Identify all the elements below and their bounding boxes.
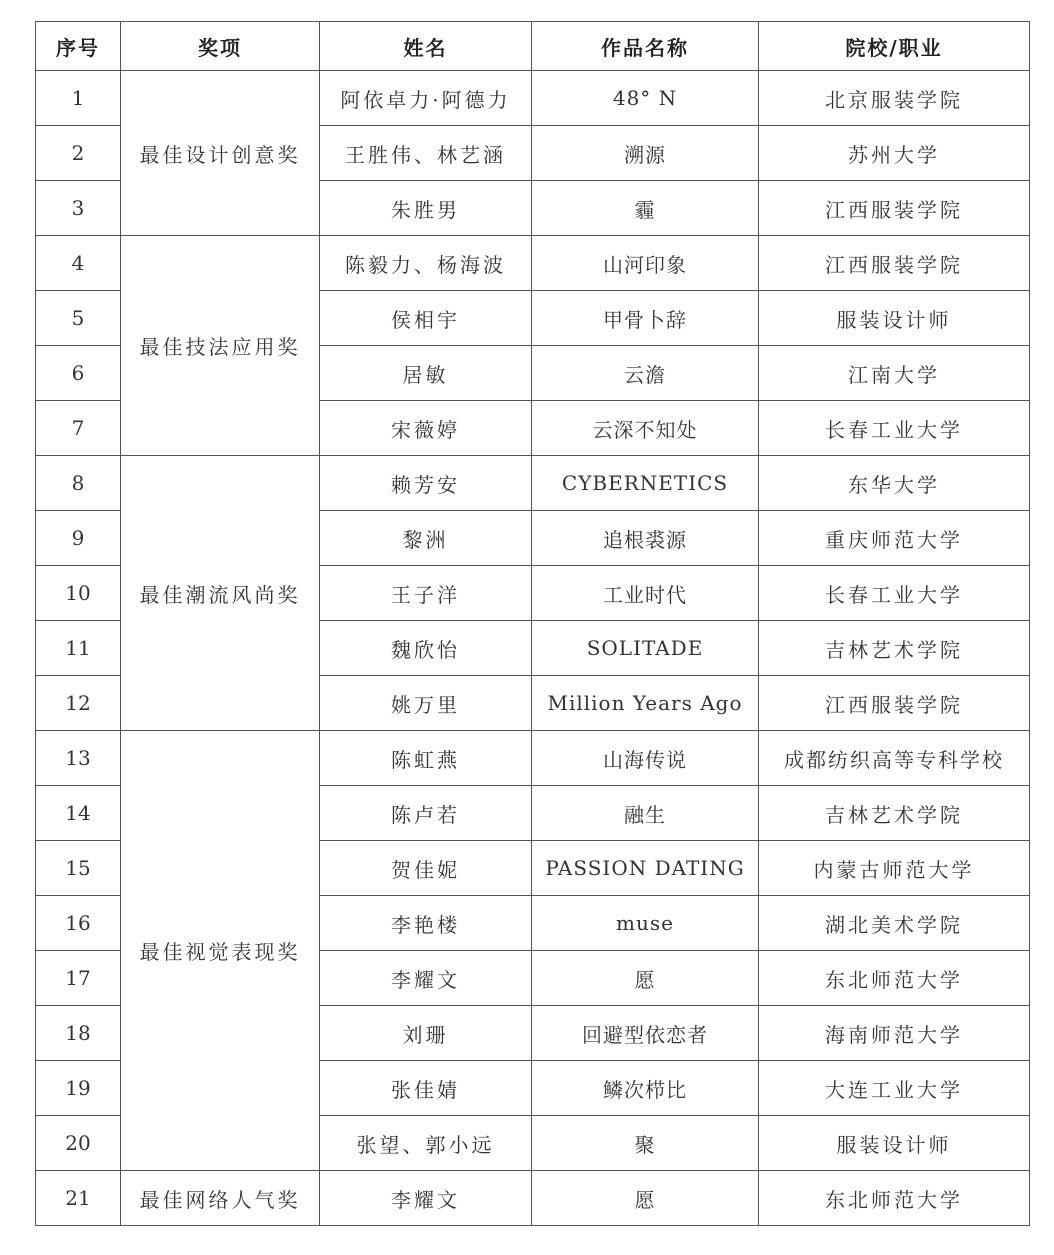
winner-name: 刘珊 <box>320 1006 532 1061</box>
row-number: 5 <box>36 291 121 346</box>
row-number: 21 <box>36 1171 121 1226</box>
work-title: 云深不知处 <box>532 401 759 456</box>
work-title: 愿 <box>532 1171 759 1226</box>
row-number: 9 <box>36 511 121 566</box>
row-number: 19 <box>36 1061 121 1116</box>
work-title: 追根裘源 <box>532 511 759 566</box>
school-or-occupation: 吉林艺术学院 <box>759 786 1030 841</box>
school-or-occupation: 北京服装学院 <box>759 71 1030 126</box>
school-or-occupation: 苏州大学 <box>759 126 1030 181</box>
school-or-occupation: 江西服装学院 <box>759 236 1030 291</box>
school-or-occupation: 重庆师范大学 <box>759 511 1030 566</box>
school-or-occupation: 服装设计师 <box>759 1116 1030 1171</box>
work-title: 云澹 <box>532 346 759 401</box>
award-category: 最佳技法应用奖 <box>121 236 320 456</box>
row-number: 13 <box>36 731 121 786</box>
winner-name: 张望、郭小远 <box>320 1116 532 1171</box>
winner-name: 李耀文 <box>320 951 532 1006</box>
row-number: 16 <box>36 896 121 951</box>
school-or-occupation: 服装设计师 <box>759 291 1030 346</box>
row-number: 4 <box>36 236 121 291</box>
row-number: 10 <box>36 566 121 621</box>
work-title: 聚 <box>532 1116 759 1171</box>
row-number: 2 <box>36 126 121 181</box>
row-number: 6 <box>36 346 121 401</box>
school-or-occupation: 大连工业大学 <box>759 1061 1030 1116</box>
winner-name: 赖芳安 <box>320 456 532 511</box>
winner-name: 黎洲 <box>320 511 532 566</box>
school-or-occupation: 江南大学 <box>759 346 1030 401</box>
award-category: 最佳设计创意奖 <box>121 71 320 236</box>
row-number: 1 <box>36 71 121 126</box>
winner-name: 姚万里 <box>320 676 532 731</box>
header-school: 院校/职业 <box>759 22 1030 71</box>
school-or-occupation: 内蒙古师范大学 <box>759 841 1030 896</box>
header-name: 姓名 <box>320 22 532 71</box>
work-title: 山海传说 <box>532 731 759 786</box>
school-or-occupation: 湖北美术学院 <box>759 896 1030 951</box>
school-or-occupation: 长春工业大学 <box>759 566 1030 621</box>
table-row <box>36 456 1030 511</box>
winner-name: 陈毅力、杨海波 <box>320 236 532 291</box>
winner-name: 陈卢若 <box>320 786 532 841</box>
winner-name: 居敏 <box>320 346 532 401</box>
winner-name: 李艳楼 <box>320 896 532 951</box>
school-or-occupation: 江西服装学院 <box>759 181 1030 236</box>
school-or-occupation: 成都纺织高等专科学校 <box>759 731 1030 786</box>
work-title: 霾 <box>532 181 759 236</box>
award-category: 最佳网络人气奖 <box>121 1171 320 1226</box>
work-title: 回避型依恋者 <box>532 1006 759 1061</box>
header-row <box>36 22 1030 71</box>
row-number: 11 <box>36 621 121 676</box>
row-number: 8 <box>36 456 121 511</box>
row-number: 18 <box>36 1006 121 1061</box>
work-title: 48° N <box>532 71 759 126</box>
winner-name: 侯相宇 <box>320 291 532 346</box>
work-title: muse <box>532 896 759 951</box>
work-title: 山河印象 <box>532 236 759 291</box>
winner-name: 贺佳妮 <box>320 841 532 896</box>
row-number: 7 <box>36 401 121 456</box>
winner-name: 王胜伟、林艺涵 <box>320 126 532 181</box>
header-work: 作品名称 <box>532 22 759 71</box>
school-or-occupation: 东华大学 <box>759 456 1030 511</box>
work-title: 愿 <box>532 951 759 1006</box>
row-number: 14 <box>36 786 121 841</box>
school-or-occupation: 吉林艺术学院 <box>759 621 1030 676</box>
row-number: 15 <box>36 841 121 896</box>
row-number: 3 <box>36 181 121 236</box>
school-or-occupation: 江西服装学院 <box>759 676 1030 731</box>
work-title: 甲骨卜辞 <box>532 291 759 346</box>
award-table <box>35 21 1030 1226</box>
work-title: 溯源 <box>532 126 759 181</box>
winner-name: 朱胜男 <box>320 181 532 236</box>
table-row <box>36 1171 1030 1226</box>
row-number: 12 <box>36 676 121 731</box>
school-or-occupation: 东北师范大学 <box>759 1171 1030 1226</box>
winner-name: 宋薇婷 <box>320 401 532 456</box>
work-title: 鳞次栉比 <box>532 1061 759 1116</box>
table-row <box>36 71 1030 126</box>
work-title: SOLITADE <box>532 621 759 676</box>
school-or-occupation: 长春工业大学 <box>759 401 1030 456</box>
work-title: 融生 <box>532 786 759 841</box>
table-row <box>36 731 1030 786</box>
winner-name: 李耀文 <box>320 1171 532 1226</box>
work-title: 工业时代 <box>532 566 759 621</box>
row-number: 17 <box>36 951 121 1006</box>
work-title: PASSION DATING <box>532 841 759 896</box>
work-title: CYBERNETICS <box>532 456 759 511</box>
winner-name: 魏欣怡 <box>320 621 532 676</box>
school-or-occupation: 海南师范大学 <box>759 1006 1030 1061</box>
winner-name: 王子洋 <box>320 566 532 621</box>
award-category: 最佳视觉表现奖 <box>121 731 320 1171</box>
award-category: 最佳潮流风尚奖 <box>121 456 320 731</box>
winner-name: 陈虹燕 <box>320 731 532 786</box>
row-number: 20 <box>36 1116 121 1171</box>
school-or-occupation: 东北师范大学 <box>759 951 1030 1006</box>
winner-name: 阿依卓力·阿德力 <box>320 71 532 126</box>
work-title: Million Years Ago <box>532 676 759 731</box>
table-row <box>36 236 1030 291</box>
header-no: 序号 <box>36 22 121 71</box>
header-award: 奖项 <box>121 22 320 71</box>
winner-name: 张佳婧 <box>320 1061 532 1116</box>
